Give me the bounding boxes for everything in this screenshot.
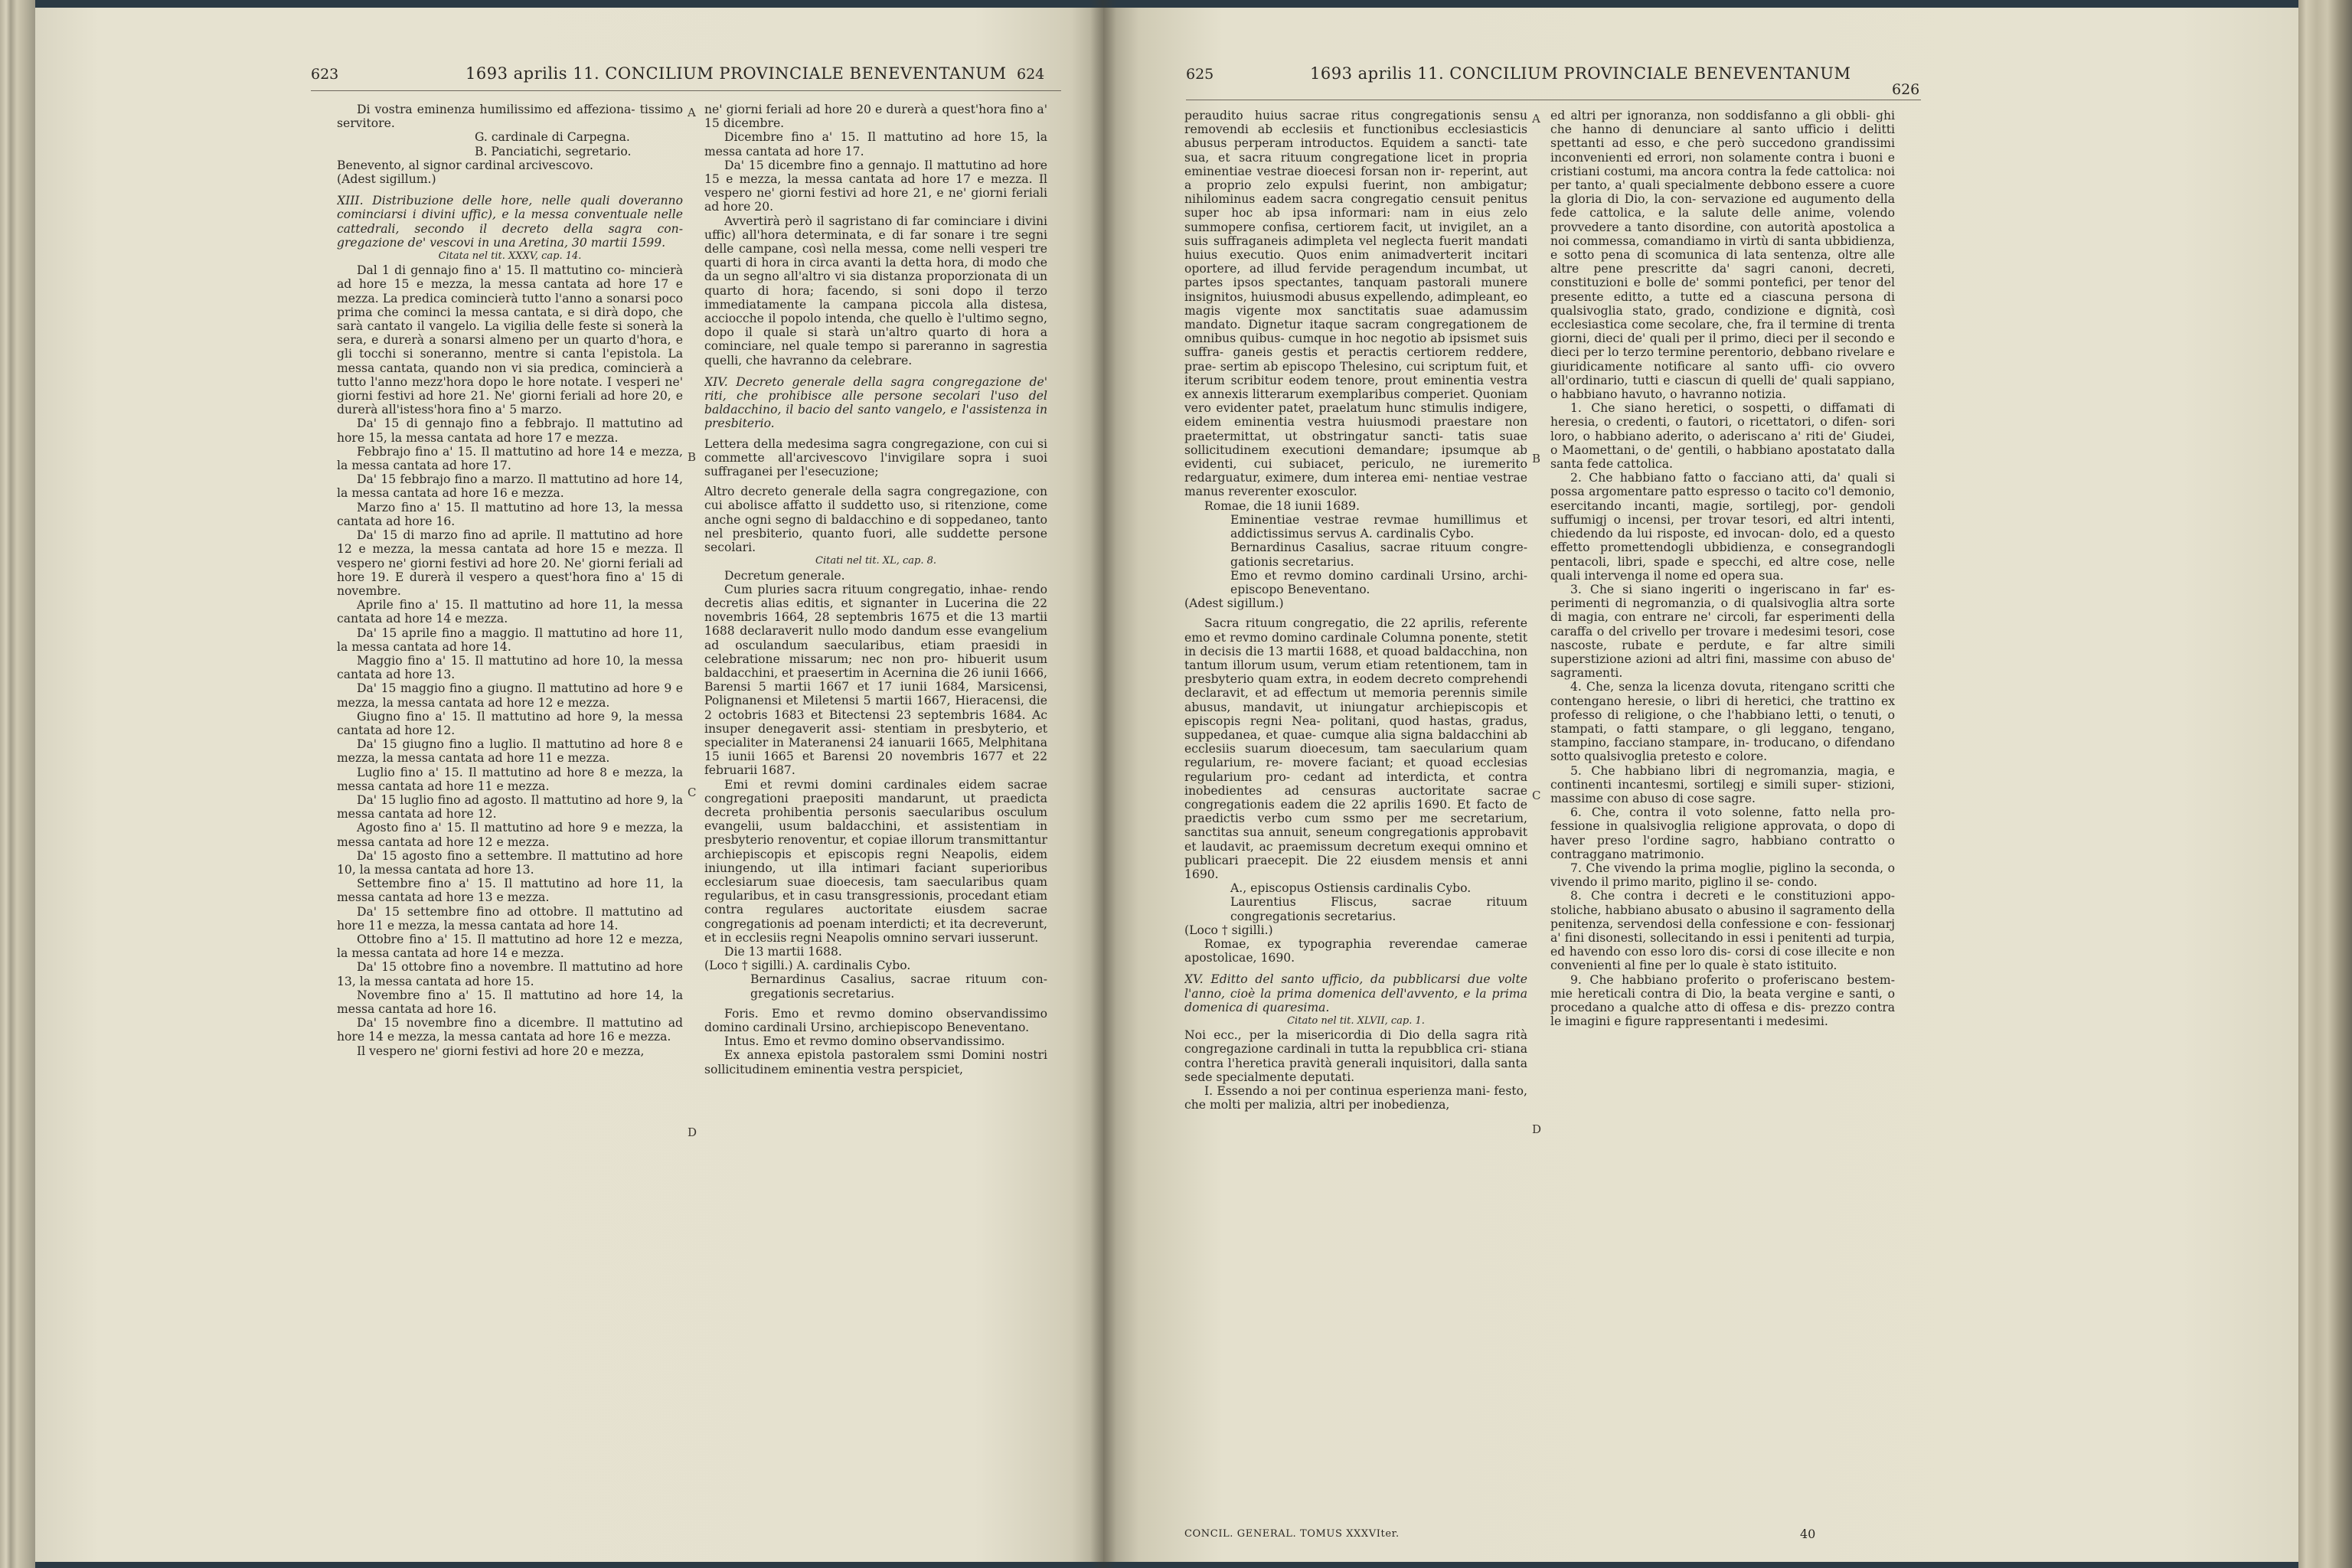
paragraph: Da' 15 di marzo fino ad aprile. Il mattutino ad hore 12 e mezza, la messa cantata ad hore 15 e mezza. Il vespero ne' giorni festivi ad hore 20. Ne' giorni feriali ad hore 19. E durerà il vespero a quest'hora fino a' 15 di novembre. — [337, 528, 683, 598]
paragraph: ed altri per ignoranza, non soddisfanno a gli obbli- ghi che hanno di denunciare al santo ufficio i delitti spettanti ad esso, e che però succedono grandissimi inconvenienti ed errori, non solamente contra i buoni e cristiani costumi, ma ancora contra la fede cattolica: noi per tanto, a' quali specialmente debbono essere a cuore la gloria di Dio, la con- servazione ed augumento della fede cattolica, e la salute delle anime, volendo provvedere a tanto disordine, con autorità apostolica a noi commessa, comandiamo in virtù di santa ubbidienza, e sotto pena di scomunica di lata sentenza, oltre alle altre pene prescritte da' sagri canoni, decreti, constituzioni e bolle de' sommi pontefici, per tenor del presente editto, a tutte ed a ciascuna persona di qualsivoglia stato, grado, condizione e dignità, così ecclesiastica come secolare, che, fra il termine di trenta giorni, dieci de' quali per il primo, dieci per il secondo e dieci per lo terzo termine perentorio, debbano rivelare e giuridicamente notificare al santo uffi- cio ovvero all'ordinario, tutti e ciascun di quelli de' quali sappiano, o habbiano havuto, o havranno notizia. — [1550, 109, 1895, 402]
paragraph: Cum pluries sacra rituum congregatio, inhae- rendo decretis alias editis, et signanter in Lucerina die 22 novembris 1664, 28 septembris 1675 et die 13 martii 1688 declaraverit nullo modo dandum esse evangelium ad osculandum saecularibus, etiam praesidi in celebratione missarum; nec non pro- hibuerit usum baldacchini, et praesertim in Acernina die 26 iunii 1666, Barensi 5 martii 1667 et 17 iunii 1684, Marsicensi, Polignanensi et Miletensi 5 martii 1667, Hieracensi, die 2 octobris 1683 et Bitectensi 23 septembris 1684. Ac insuper denegaverit assi- stentiam in presbyterio, et specialiter in Materanensi 24 ianuarii 1665, Melphitana 15 iunii 1665 et Barensi 20 novembris 1677 et 22 februarii 1687. — [704, 582, 1047, 778]
paragraph: B. Panciatichi, segretario. — [475, 144, 632, 158]
paragraph: (Adest sigillum.) — [337, 172, 436, 187]
paragraph: 9. Che habbiano proferito o proferiscano bestem- mie hereticali contra di Dio, la beata vergine e santi, o procedano a qualche atto di offesa e dis- prezzo contra le imagini e figure rappresentanti i medesimi. — [1550, 972, 1895, 1029]
page-number: 626 — [1892, 81, 1920, 98]
paragraph: Emi et revmi domini cardinales eidem sacrae congregationi praepositi mandarunt, ut praedicta decreta prohibentia personis saecularibus osculum evangelii, usum baldacchini, et assistentiam in presbyterio renoventur, et copiae illorum transmittantur archiepiscopis et episcopis regni Neapolis, eidem iniungendo, ut illa intimari faciant superioribus ecclesiarum suae dioecesis, tam saecularibus quam regularibus, et in casu transgressionis, procedant etiam contra regulares auctoritate eiusdem sacrae congregationis ad poenam interdicti; et ita decreverunt, et in ecclesiis regni Neapolis omnino servari iusserunt. — [704, 777, 1047, 945]
paragraph: peraudito huius sacrae ritus congregationis sensu removendi ab ecclesiis et functionibus ecclesiasticis abusus perperam introductos. Equidem a sancti- tate sua, et sacra rituum congregatione licet in propria eminentiae vestrae dioecesi forsan non ir- reperint, aut a proprio zelo expulsi fuerint, non ambigatur; nihilominus eadem sacra congregatio censuit penitus super hoc ab ipsa informari: nam in eius zelo summopere confisa, certiorem facit, ut invigilet, an a suis suffraganeis adimpleta vel neglecta fuerit mandati huius executio. Quos enim animadverterit incitari oportere, ad illud fervide peragendum incumbat, ut partes ipsos spectantes, tanquam pastorali munere insignitos, huiusmodi abusus expellendo, adimpleant, eo magis vigente mox sanctitatis suae adamussim mandato. Dignetur itaque sacram congregationem de omnibus quibus- cumque in hoc negotio ab ipsismet suis suffra- ganeis gestis et peractis certiorem reddere, prae- sertim ab episcopo Thelesino, cui scriptum fuit, et iterum scribitur eodem tenore, prout eminentia vestra ex annexis litterarum exemplaribus comperiet. Quoniam vero evidenter patet, praelatum hunc stimulis indigere, eidem eminentia vestra huiusmodi praestare non praetermittat, ut obstringatur sancti- tatis suae sollicitudinem executioni demandare; ipsumque ab evidenti, cui subiacet, periculo, ne iuremerito redarguatur, eximere, dum interea emi- nentiae vestrae manus reverenter exosculor. — [1184, 109, 1527, 499]
paragraph: Bernardinus Casalius, sacrae rituum con- gregationis secretarius. — [750, 972, 1047, 1001]
margin-letter: D — [1532, 1122, 1542, 1136]
running-head: 1693 aprilis 11. CONCILIUM PROVINCIALE BENEVENTANUM — [1310, 64, 1851, 83]
paragraph: (Adest sigillum.) — [1184, 596, 1284, 611]
header-rule — [311, 90, 1061, 91]
paragraph: 1. Che siano heretici, o sospetti, o diffamati di heresia, o credenti, o fautori, o ricettatori, o difen- sori loro, o habbiano aderito, o aderiscano a' riti de' Giudei, o Maomettani, o de' gentili, o habbiano apostatato dalla santa fede cattolica. — [1550, 401, 1895, 472]
paragraph: XV. Editto del santo ufficio, da pubblicarsi due volte l'anno, cioè la prima domenica dell'avvento, e la prima domenica di quaresima. — [1184, 972, 1527, 1014]
paragraph: 5. Che habbiano libri di negromanzia, magia, e continenti incantesmi, sortilegj e simili super- stizioni, massime con abuso di cose sagre. — [1550, 763, 1895, 805]
paragraph: Decretum generale. — [724, 568, 845, 583]
paragraph: Noi ecc., per la misericordia di Dio della sagra rità congregazione cardinali in tutta la repubblica cri- stiana contra l'heretica pravità generali inquisitori, dalla santa sede specialmente deputati. — [1184, 1028, 1527, 1084]
paragraph: Ottobre fino a' 15. Il mattutino ad hore 12 e mezza, la messa cantata ad hore 14 e mezza. — [337, 932, 683, 961]
paragraph: Da' 15 di gennajo fino a febbrajo. Il mattutino ad hore 15, la messa cantata ad hore 17 e mezza. — [337, 416, 683, 445]
paragraph: Romae, die 18 iunii 1689. — [1204, 498, 1360, 513]
paragraph: Maggio fino a' 15. Il mattutino ad hore 10, la messa cantata ad hore 13. — [337, 653, 683, 682]
paragraph: Sacra rituum congregatio, die 22 aprilis, referente emo et revmo domino cardinale Columna ponente, stetit in decisis die 13 martii 1688, et quoad baldacchina, non tantum illorum usum, verum etiam retentionem, tam in presbyterio quam extra, in eodem decreto comprehendi declaravit, et ad effectum ut memoria perennis simile abusus, mandavit, ut iniungatur archiepiscopis et episcopis regni Nea- politani, quod hastas, gradus, suppedanea, et quae- cumque alia signa baldacchini ab ecclesiis suarum dioecesum, tam saecularium quam regularium, re- movere faciant; et quoad ecclesias regularium pro- cedant ad interdicta, et contra inobedientes ad censuras auctoritate sacrae congregationis eadem die 22 aprilis 1690. Et facto de praedictis verbo cum ssmo per me secretarium, sanctitas sua annuit, seneum congregationis approbavit et laudavit, ac praemissum decretum exequi omnino et publicari praecepit. Die 22 eiusdem mensis et anni 1690. — [1184, 616, 1527, 881]
paragraph: Da' 15 settembre fino ad ottobre. Il mattutino ad hore 11 e mezza, la messa cantata ad hore 14. — [337, 904, 683, 933]
paragraph: Bernardinus Casalius, sacrae rituum congre- gationis secretarius. — [1230, 541, 1527, 569]
paragraph: ne' giorni feriali ad hore 20 e durerà a quest'hora fino a' 15 dicembre. — [704, 103, 1047, 131]
paragraph: 6. Che, contra il voto solenne, fatto nella pro- fessione in qualsivoglia religione approvata, o dopo di haver preso l'ordine sagro, habbiano contratto o contraggano matrimonio. — [1550, 805, 1895, 861]
margin-letter: D — [688, 1125, 697, 1139]
page-number: 623 — [311, 66, 339, 83]
paragraph: Romae, ex typographia reverendae camerae apostolicae, 1690. — [1184, 936, 1527, 965]
paragraph: Da' 15 febbrajo fino a marzo. Il mattutino ad hore 14, la messa cantata ad hore 16 e mezza. — [337, 472, 683, 501]
paragraph: Die 13 martii 1688. — [724, 944, 842, 959]
book-edge-right — [2298, 0, 2352, 1568]
paragraph: Di vostra eminenza humilissimo ed affeziona- tissimo servitore. — [337, 103, 683, 131]
paragraph: 7. Che vivendo la prima moglie, piglino la seconda, o vivendo il primo marito, piglino il se- condo. — [1550, 861, 1895, 890]
text-column-right-1 — [1184, 109, 1527, 1525]
paragraph: Foris. Emo et revmo domino observandissimo domino cardinali Ursino, archiepiscopo Beneventano. — [704, 1006, 1047, 1034]
paragraph: Eminentiae vestrae revmae humillimus et addictissimus servus A. cardinalis Cybo. — [1230, 512, 1527, 541]
paragraph: Marzo fino a' 15. Il mattutino ad hore 13, la messa cantata ad hore 16. — [337, 500, 683, 528]
paragraph: (Loco † sigilli.) — [1184, 923, 1273, 937]
paragraph: G. cardinale di Carpegna. — [475, 130, 630, 145]
paragraph: A., episcopus Ostiensis cardinalis Cybo. — [1230, 881, 1472, 896]
paragraph: Da' 15 giugno fino a luglio. Il mattutino ad hore 8 e mezza, la messa cantata ad hore 11 e mezza. — [337, 737, 683, 766]
paragraph: XIV. Decreto generale della sagra congregazione de' riti, che prohibisce alle persone secolari l'uso del baldacchino, il bacio del santo vangelo, e l'assistenza in presbiterio. — [704, 374, 1047, 431]
paragraph: Da' 15 novembre fino a dicembre. Il mattutino ad hore 14 e mezza, la messa cantata ad hore 16 e mezza. — [337, 1016, 683, 1044]
paragraph: Da' 15 dicembre fino a gennajo. Il mattutino ad hore 15 e mezza, la messa cantata ad hore 17 e mezza. Il vespero ne' giorni festivi ad hore 21, e ne' giorni feriali ad hore 20. — [704, 158, 1047, 214]
paragraph: Citata nel tit. XXXV, cap. 14. — [438, 250, 582, 263]
text-column-right-2 — [1550, 109, 1895, 1502]
paragraph: Da' 15 aprile fino a maggio. Il mattutino ad hore 11, la messa cantata ad hore 14. — [337, 626, 683, 654]
book-edge-left — [0, 0, 35, 1568]
paragraph: Lettera della medesima sagra congregazione, con cui si commette all'arcivescovo l'invigilare sopra i suoi suffraganei per l'esecuzione; — [704, 436, 1047, 479]
margin-letter: A — [688, 106, 696, 119]
left-page — [35, 8, 1103, 1562]
page-number: 625 — [1186, 66, 1214, 83]
paragraph: Settembre fino a' 15. Il mattutino ad hore 11, la messa cantata ad hore 13 e mezza. — [337, 877, 683, 905]
paragraph: 8. Che contra i decreti e le constituzioni appo- stoliche, habbiano abusato o abusino il sagramento della penitenza, servendosi della confessione e con- fessionarj a' fini disonesti, sollecitando in essi i penitenti ad turpia, ed havendo con esso loro dis- corsi di cose illecite e non convenienti al fine per lo quale è stato istituito. — [1550, 889, 1895, 973]
margin-letter: B — [1532, 452, 1541, 466]
paragraph: Citato nel tit. XLVII, cap. 1. — [1287, 1015, 1425, 1027]
paragraph: Citati nel tit. XL, cap. 8. — [815, 555, 936, 567]
paragraph: Luglio fino a' 15. Il mattutino ad hore 8 e mezza, la messa cantata ad hore 11 e mezza. — [337, 765, 683, 793]
margin-letter: B — [688, 450, 697, 464]
paragraph: Giugno fino a' 15. Il mattutino ad hore 9, la messa cantata ad hore 12. — [337, 709, 683, 737]
paragraph: Dicembre fino a' 15. Il mattutino ad hore 15, la messa cantata ad hore 17. — [704, 130, 1047, 158]
paragraph: Altro decreto generale della sagra congregazione, con cui abolisce affatto il suddetto uso, si ritenzione, come anche ogni segno di baldacchino e di soppedaneo, tanto nel presbiterio, quanto fuori, alle suddette persone secolari. — [704, 485, 1047, 555]
signature-number: 40 — [1800, 1527, 1816, 1541]
paragraph: Da' 15 luglio fino ad agosto. Il mattutino ad hore 9, la messa cantata ad hore 12. — [337, 792, 683, 822]
paragraph: Da' 15 agosto fino a settembre. Il mattutino ad hore 10, la messa cantata ad hore 13. — [337, 848, 683, 877]
signature-mark: CONCIL. GENERAL. TOMUS XXXVIter. — [1184, 1528, 1400, 1540]
paragraph: Agosto fino a' 15. Il mattutino ad hore 9 e mezza, la messa cantata ad hore 12 e mezza. — [337, 821, 683, 849]
paragraph: Avvertirà però il sagristano di far cominciare i divini uffic) all'hora determinata, e di far sonare i tre segni delle campane, così nella messa, come nelli vesperi tre quarti di hora in circa avanti la detta hora, di modo che da un segno all'altro vi sia distanza proporzionata di un quarto di hora; facendo, si soni dopo il terzo immediatamente la campana piccola alla distesa, acciocche il popolo intenda, che quello è l'ultimo segno, dopo il quale si starà un'altro quarto di hora a cominciare, nel quale tempo si pareranno in sagrestia quelli, che havranno da celebrare. — [704, 214, 1047, 368]
text-column-left-2 — [704, 103, 1047, 1534]
paragraph: Intus. Emo et revmo domino observandissimo. — [724, 1034, 1005, 1049]
paragraph: I. Essendo a noi per continua esperienza mani- festo, che molti per malizia, altri per inobedienza, — [1184, 1084, 1527, 1112]
paragraph: Laurentius Fliscus, sacrae rituum congregationis secretarius. — [1230, 895, 1527, 923]
margin-letter: C — [688, 786, 697, 799]
book-gutter — [1090, 0, 1116, 1568]
paragraph: Il vespero ne' giorni festivi ad hore 20 e mezza, — [357, 1044, 645, 1058]
paragraph: Ex annexa epistola pastoralem ssmi Domini nostri sollicitudinem eminentia vestra perspiciet, — [704, 1048, 1047, 1076]
paragraph: Emo et revmo domino cardinali Ursino, archi- episcopo Beneventano. — [1230, 568, 1527, 596]
running-head: 1693 aprilis 11. CONCILIUM PROVINCIALE BENEVENTANUM — [466, 64, 1007, 83]
paragraph: XIII. Distribuzione delle hore, nelle quali doveranno cominciarsi i divini uffic), e la messa conventuale nelle cattedrali, secondo il decreto della sagra con- gregazione de' vescovi in una Aretina, 30 martii 1599. — [337, 194, 683, 250]
right-page — [1103, 8, 2298, 1562]
paragraph: (Loco † sigilli.) A. cardinalis Cybo. — [704, 959, 911, 973]
paragraph: Febbrajo fino a' 15. Il mattutino ad hore 14 e mezza, la messa cantata ad hore 17. — [337, 444, 683, 473]
paragraph: 4. Che, senza la licenza dovuta, ritengano scritti che contengano heresie, o libri di heretici, che trattino ex professo di religione, o che l'habbiano letti, o tenuti, o stampati, o fatti stampare, o gli leggano, tengano, stampino, facciano stampare, in- troducano, o difendano sotto qualsivoglia pretesto e colore. — [1550, 680, 1895, 764]
margin-letter: A — [1532, 112, 1540, 126]
paragraph: Dal 1 di gennajo fino a' 15. Il mattutino co- mincierà ad hore 15 e mezza, la messa cantata ad hore 17 e mezza. La predica comincierà tutto l'anno a sonarsi poco prima che cominci la messa cantata, e si dirà dopo, che sarà cantato il vangelo. La vigilia delle feste si sonerà la sera, e durerà a sonarsi almeno per un quarto d'hora, e gli tocchi si soneranno, mentre si canta l'epistola. La messa cantata, quando non vi sia predica, comincierà a tutto l'anno mezz'hora dopo le hore notate. I vesperi ne' giorni festivi ad hore 21. Ne' giorni feriali ad hore 20, e durerà all'istess'hora fino a' 5 marzo. — [337, 263, 683, 417]
margin-letter: C — [1532, 789, 1541, 802]
paragraph: 2. Che habbiano fatto o facciano atti, da' quali si possa argomentare patto espresso o tacito co'l demonio, esercitando incanti, magie, sortilegj, por- gendoli suffumigj o incensi, per trovar tesori, ed altri intenti, chiedendo da lui risposte, ed invocan- dolo, ed a questo effetto promettendogli ubbidienza, e consegrandogli pentacoli, libri, spade e specchi, ed altre cose, nelle quali intervenga il nome ed opera sua. — [1550, 471, 1895, 583]
text-column-left-1 — [337, 103, 683, 1534]
paragraph: Da' 15 ottobre fino a novembre. Il mattutino ad hore 13, la messa cantata ad hore 15. — [337, 960, 683, 988]
paragraph: Novembre fino a' 15. Il mattutino ad hore 14, la messa cantata ad hore 16. — [337, 988, 683, 1016]
paragraph: 3. Che si siano ingeriti o ingeriscano in far' es- perimenti di negromanzia, o di qualsivoglia altra sorte di magia, con entrare ne' circoli, far esperimenti della caraffa o del crivello per trovare i medesimi tesori, cose nascoste, rubate e perdute, e far altre simili superstizione azioni ad altri fini, massime con abuso de' sagramenti. — [1550, 582, 1895, 681]
page-number: 624 — [1017, 66, 1045, 83]
paragraph: Benevento, al signor cardinal arcivescovo. — [337, 158, 593, 172]
paragraph: Aprile fino a' 15. Il mattutino ad hore 11, la messa cantata ad hore 14 e mezza. — [337, 598, 683, 626]
paragraph: Da' 15 maggio fino a giugno. Il mattutino ad hore 9 e mezza, la messa cantata ad hore 12 e mezza. — [337, 681, 683, 710]
